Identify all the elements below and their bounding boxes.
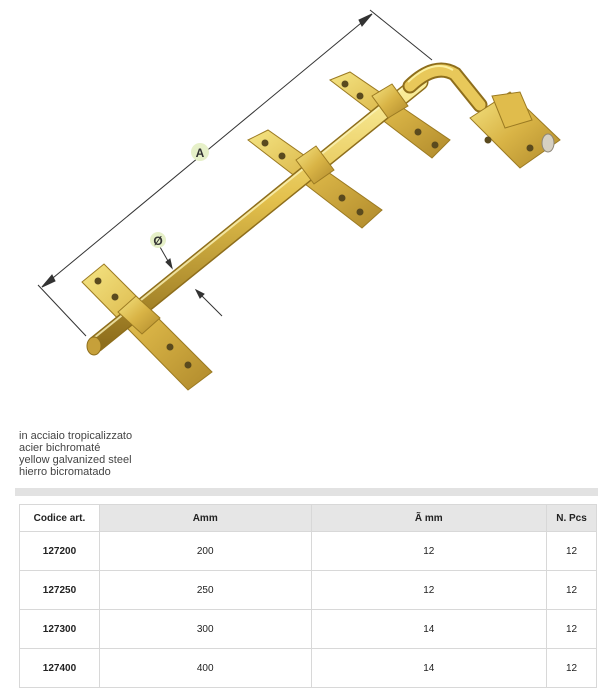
cell-pcs: 12 bbox=[547, 532, 597, 571]
material-description bbox=[19, 430, 132, 478]
cell-dia: 12 bbox=[311, 571, 547, 610]
label-a: A bbox=[195, 146, 205, 160]
table-row bbox=[20, 610, 597, 649]
cell-pcs: 12 bbox=[547, 649, 597, 688]
cell-a: 250 bbox=[99, 571, 311, 610]
cell-pcs: 12 bbox=[547, 610, 597, 649]
table-row bbox=[20, 532, 597, 571]
header-code: Codice art. bbox=[20, 505, 100, 532]
cell-a: 300 bbox=[99, 610, 311, 649]
cell-a: 200 bbox=[99, 532, 311, 571]
spec-table bbox=[19, 504, 597, 688]
cell-dia: 12 bbox=[311, 532, 547, 571]
label-dia-badge bbox=[150, 232, 166, 248]
desc-es: hierro bicromatado bbox=[19, 466, 111, 478]
rod-tip bbox=[87, 337, 101, 355]
cell-code: 127250 bbox=[20, 571, 100, 610]
label-a-badge bbox=[191, 143, 209, 161]
header-dia: Ã mm bbox=[311, 505, 547, 532]
header-pcs: N. Pcs bbox=[547, 505, 597, 532]
cell-dia: 14 bbox=[311, 610, 547, 649]
label-dia: Ø bbox=[153, 234, 163, 248]
table-row bbox=[20, 571, 597, 610]
cell-pcs: 12 bbox=[547, 571, 597, 610]
cell-code: 127300 bbox=[20, 610, 100, 649]
section-divider bbox=[15, 488, 598, 496]
cell-dia: 14 bbox=[311, 649, 547, 688]
cell-a: 400 bbox=[99, 649, 311, 688]
bolt-handle bbox=[408, 66, 480, 105]
cell-code: 127200 bbox=[20, 532, 100, 571]
table-row bbox=[20, 649, 597, 688]
cell-code: 127400 bbox=[20, 649, 100, 688]
desc-en: yellow galvanized steel bbox=[19, 454, 132, 466]
header-a: Amm bbox=[99, 505, 311, 532]
desc-it: in acciaio tropicalizzato bbox=[19, 430, 133, 442]
table-header-row bbox=[20, 505, 597, 532]
desc-fr: acier bichromaté bbox=[19, 442, 101, 454]
